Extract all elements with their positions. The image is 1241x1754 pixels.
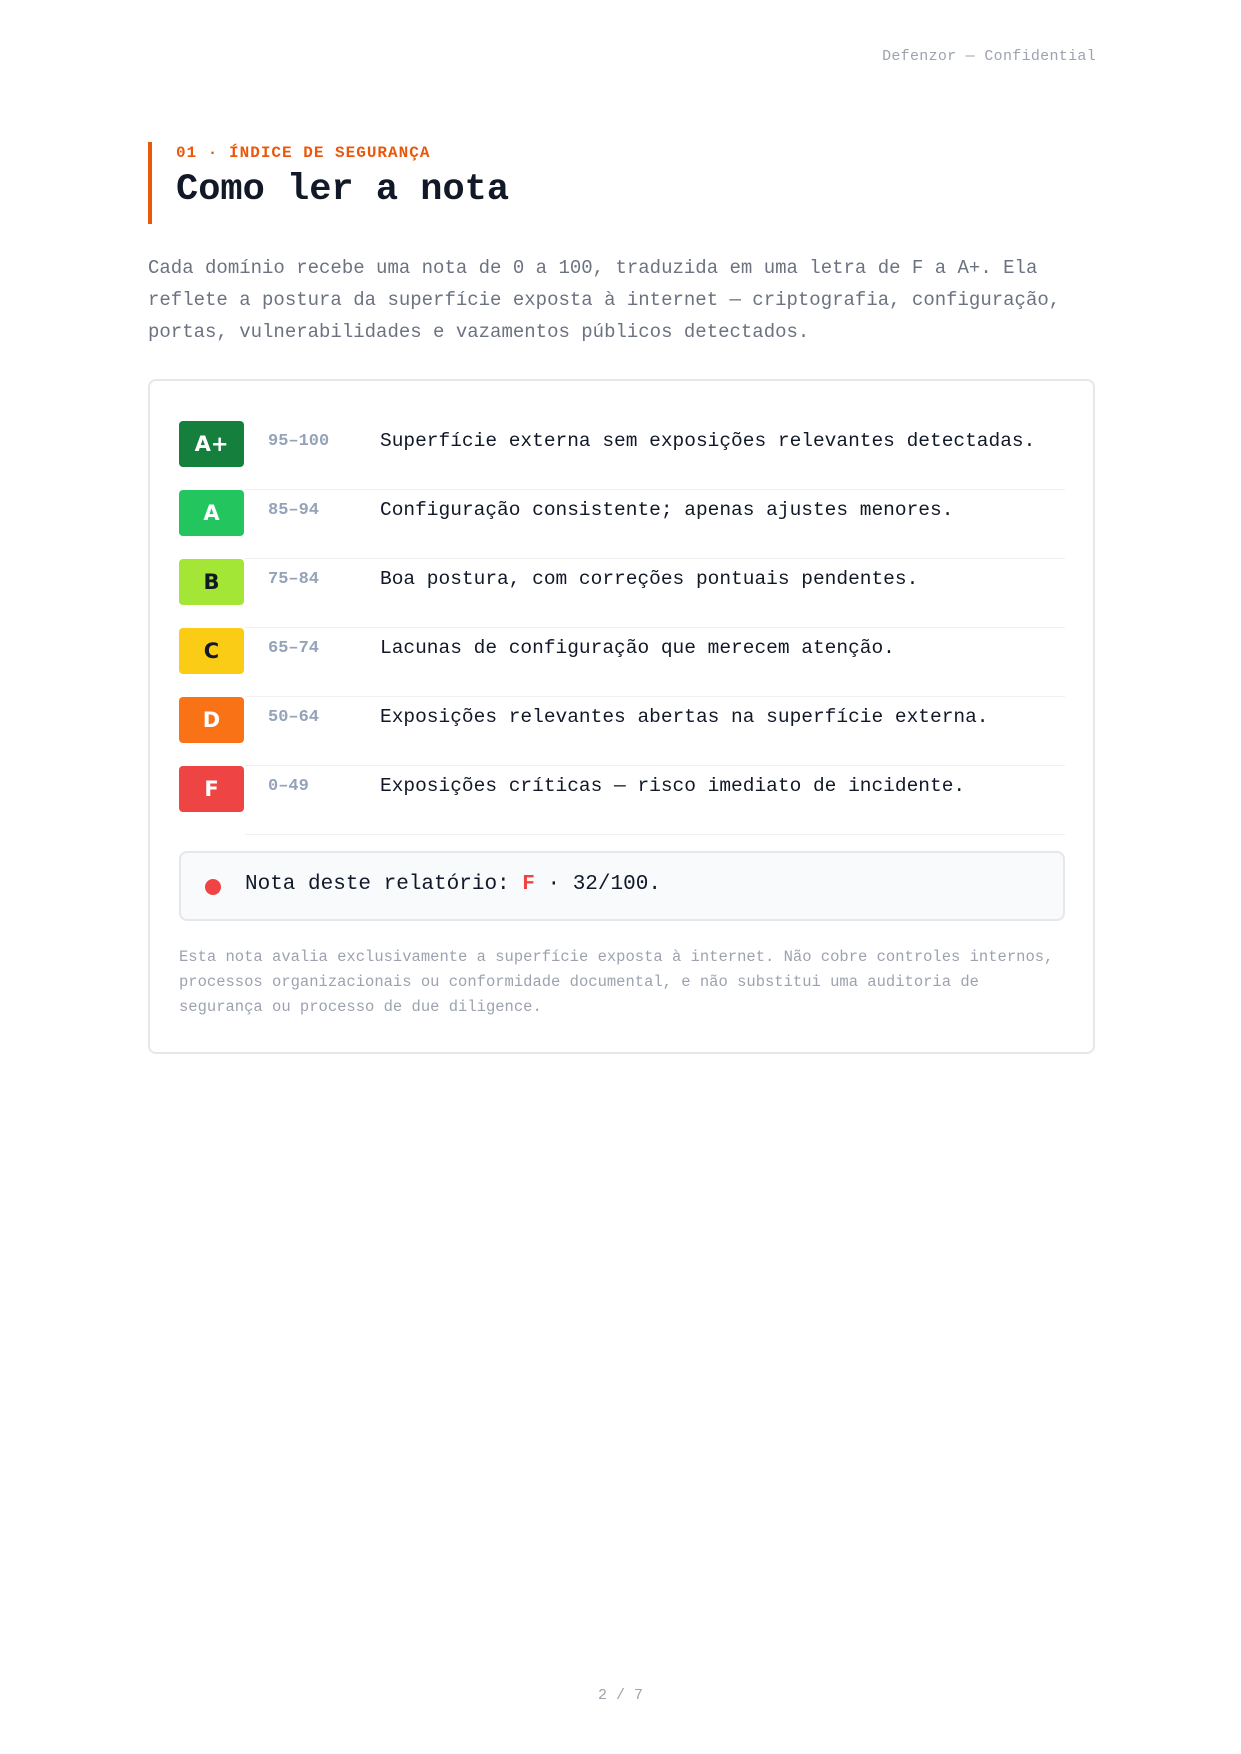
report-grade-label: Nota deste relatório:: [245, 873, 510, 896]
grade-row: [179, 766, 1065, 835]
grade-row: [179, 628, 1065, 697]
grade-row: [179, 490, 1065, 559]
report-grade-separator: ·: [547, 873, 561, 896]
grade-description: Boa postura, com correções pontuais pendentes.: [380, 568, 919, 590]
grade-description: Superfície externa sem exposições relevantes detectadas.: [380, 430, 1036, 452]
grade-range: 65–74: [268, 639, 320, 658]
grade-scale-list: [179, 421, 1065, 835]
section-title: Como ler a nota: [176, 169, 510, 211]
grade-row: [179, 697, 1065, 766]
grade-badge: D: [179, 697, 244, 743]
grade-range: 95–100: [268, 432, 330, 451]
document-header: Defenzor — Confidential: [882, 48, 1096, 65]
section-eyebrow: 01 · ÍNDICE DE SEGURANÇA: [176, 144, 431, 162]
grade-badge: C: [179, 628, 244, 674]
grade-status-dot: [205, 879, 221, 895]
section-heading: [148, 142, 1108, 224]
grade-badge: F: [179, 766, 244, 812]
grade-description: Exposições relevantes abertas na superfície externa.: [380, 706, 989, 728]
grade-badge: A+: [179, 421, 244, 467]
grade-range: 85–94: [268, 501, 320, 520]
report-grade-score: 32/100.: [572, 873, 661, 896]
row-divider: [245, 834, 1065, 835]
report-grade-box: [179, 851, 1065, 921]
report-grade-letter: F: [522, 873, 535, 896]
grade-row: [179, 421, 1065, 490]
grade-range: 75–84: [268, 570, 320, 589]
grade-scale-card: [148, 379, 1095, 1054]
page-number: 2 / 7: [597, 1687, 643, 1704]
grade-range: 50–64: [268, 708, 320, 727]
grade-badge: B: [179, 559, 244, 605]
grade-row: [179, 559, 1065, 628]
grade-range: 0–49: [268, 777, 309, 796]
grade-badge: A: [179, 490, 244, 536]
report-grade-text: [245, 873, 661, 896]
grade-description: Configuração consistente; apenas ajustes menores.: [380, 499, 954, 521]
grade-description: Exposições críticas — risco imediato de incidente.: [380, 775, 966, 797]
section-intro: Cada domínio recebe uma nota de 0 a 100, traduzida em uma letra de F a A+. Ela reflete a postura da superfície exposta à internet — criptografia, configuração, portas, vulnerabilidades e vazamentos públicos detectados.: [148, 257, 1061, 343]
grade-disclaimer: Esta nota avalia exclusivamente a superfície exposta à internet. Não cobre controles internos, processos organizacionais ou conformidade documental, e não substitui uma auditoria de segurança ou processo de due diligence.: [179, 948, 1054, 1016]
grade-description: Lacunas de configuração que merecem atenção.: [380, 637, 895, 659]
